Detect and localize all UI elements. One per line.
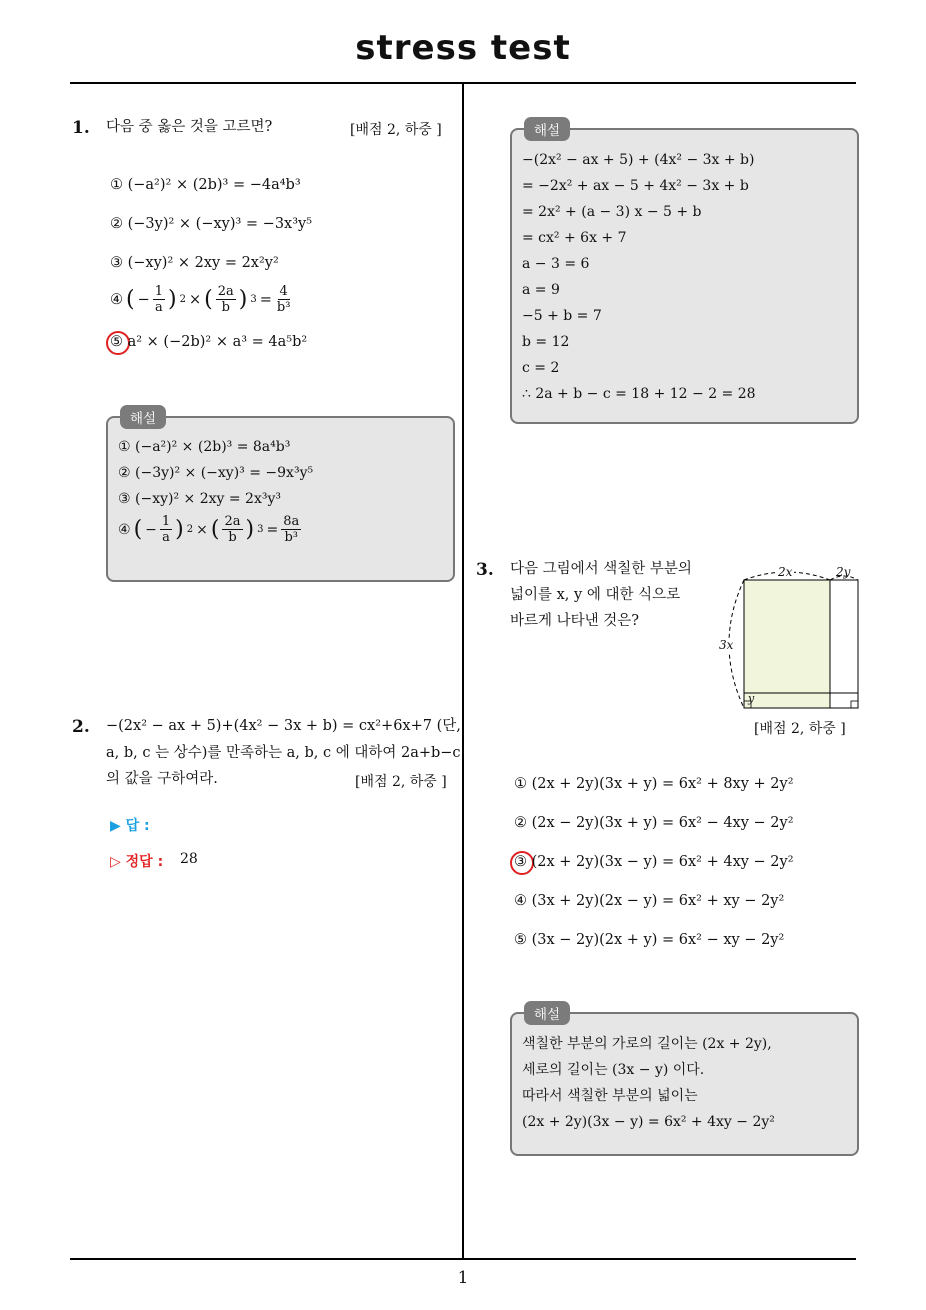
shaded-region xyxy=(744,580,830,708)
q2-solution-line: b = 12 xyxy=(522,334,570,350)
q2-solution-line: a − 3 = 6 xyxy=(522,256,590,272)
question-3-line-2: 넓이를 x, y 에 대한 식으로 xyxy=(510,587,681,603)
q1-solution-line-2: ② (−3y)² × (−xy)³ = −9x³y⁵ xyxy=(118,465,314,481)
answer-input-label[interactable]: ▶ 답 : xyxy=(110,818,150,834)
footer-rule xyxy=(70,1258,856,1260)
q1-option-3[interactable]: ③ (−xy)² × 2xy = 2x²y² xyxy=(110,255,279,271)
q1-opt4-fraction-1: $\frac{1}{a}$ xyxy=(154,284,164,315)
question-1-meta: [배점 2, 하중 ] xyxy=(350,122,442,138)
q2-solution-tag: 해설 xyxy=(524,117,570,141)
q1-opt4-fraction-3: $\frac{4}{\text{b³}}$ xyxy=(276,284,291,315)
question-1-number: 1. xyxy=(72,118,90,138)
q1-option-1[interactable]: ① (−a²)² × (2b)³ = −4a⁴b³ xyxy=(110,177,301,193)
q2-solution-line: = 2x² + (a − 3) x − 5 + b xyxy=(522,204,702,220)
q3-option-3[interactable]: ③ (2x + 2y)(3x − y) = 6x² + 4xy − 2y² xyxy=(514,854,794,870)
q1-solution-line-4: ④ ( − $\frac{1}{a}$ ) 2 × ( $\frac{2a}{b}$ ) 3 = $\frac{8a}{\text{b³}}$ xyxy=(118,514,300,545)
question-2-number: 2. xyxy=(72,717,90,737)
q3-option-3-label: ③ xyxy=(514,854,527,870)
q1-option-2[interactable]: ② (−3y)² × (−xy)³ = −3x³y⁵ xyxy=(110,216,313,232)
q2-solution-line: −5 + b = 7 xyxy=(522,308,602,324)
correct-answer-value: 28 xyxy=(180,851,198,867)
question-3-line-1: 다음 그림에서 색칠한 부분의 xyxy=(510,561,692,577)
question-2-line-3: 의 값을 구하여라. xyxy=(106,771,218,787)
q3-solution-line-2: 세로의 길이는 (3x − y) 이다. xyxy=(522,1062,705,1078)
q2-solution-line: = −2x² + ax − 5 + 4x² − 3x + b xyxy=(522,178,749,194)
question-2-line-1: −(2x² − ax + 5)+(4x² − 3x + b) = cx²+6x+7 (단, xyxy=(106,718,461,734)
q2-solution-line: c = 2 xyxy=(522,360,560,376)
q3-solution-line-3: 따라서 색칠한 부분의 넓이는 xyxy=(522,1088,698,1104)
q1-option-5[interactable]: ⑤ a² × (−2b)² × a³ = 4a⁵b² xyxy=(110,334,308,350)
q1-option-4[interactable]: ④ ( − $\frac{1}{a}$ ) 2 × ( $\frac{2a}{b}$ ) 3 = $\frac{4}{\text{b³}}$ xyxy=(110,284,291,315)
question-3-line-3: 바르게 나타낸 것은? xyxy=(510,613,640,629)
q3-solution-line-4: (2x + 2y)(3x − y) = 6x² + 4xy − 2y² xyxy=(522,1114,775,1130)
q1-solution-line-3: ③ (−xy)² × 2xy = 2x³y³ xyxy=(118,491,281,507)
column-divider xyxy=(462,82,464,1260)
q3-option-2[interactable]: ② (2x − 2y)(3x + y) = 6x² − 4xy − 2y² xyxy=(514,815,794,831)
page-number: 1 xyxy=(457,1268,469,1288)
question-2-line-2: a, b, c 는 상수)를 만족하는 a, b, c 에 대하여 2a+b−c xyxy=(106,745,461,761)
q3-solution-tag: 해설 xyxy=(524,1001,570,1025)
q3-option-1[interactable]: ① (2x + 2y)(3x + y) = 6x² + 8xy + 2y² xyxy=(514,776,794,792)
q2-solution-line: −(2x² − ax + 5) + (4x² − 3x + b) xyxy=(522,152,755,168)
q2-solution-line: ∴ 2a + b − c = 18 + 12 − 2 = 28 xyxy=(522,386,756,402)
q1-solution-tag: 해설 xyxy=(120,405,166,429)
q1-solution-line-1: ① (−a²)² × (2b)³ = 8a⁴b³ xyxy=(118,439,291,455)
q3-option-5[interactable]: ⑤ (3x − 2y)(2x + y) = 6x² − xy − 2y² xyxy=(514,932,785,948)
figure-label-3x: 3x xyxy=(719,638,734,652)
q3-figure xyxy=(712,560,862,710)
q3-solution-line-1: 색칠한 부분의 가로의 길이는 (2x + 2y), xyxy=(522,1036,772,1052)
q1-option-4-label: ④ xyxy=(110,291,123,308)
correct-answer-label: ▷ 정답 : xyxy=(110,854,164,870)
question-3-meta: [배점 2, 하중 ] xyxy=(754,721,846,737)
q2-solution-line: a = 9 xyxy=(522,282,560,298)
q1-opt4-fraction-2: $\frac{2a}{b}$ xyxy=(217,284,234,315)
figure-label-2y: 2y xyxy=(836,565,851,579)
question-3-number: 3. xyxy=(476,560,494,580)
figure-label-2x: 2x xyxy=(778,565,793,579)
figure-label-y: y xyxy=(748,692,755,705)
question-2-meta: [배점 2, 하중 ] xyxy=(355,774,447,790)
right-angle-mark-2 xyxy=(851,701,858,708)
q3-option-4[interactable]: ④ (3x + 2y)(2x − y) = 6x² + xy − 2y² xyxy=(514,893,785,909)
page-title: stress test xyxy=(355,28,571,68)
question-1-text: 다음 중 옳은 것을 고르면? xyxy=(106,119,273,135)
q2-solution-line: = cx² + 6x + 7 xyxy=(522,230,627,246)
q1-option-5-label: ⑤ xyxy=(110,334,123,350)
